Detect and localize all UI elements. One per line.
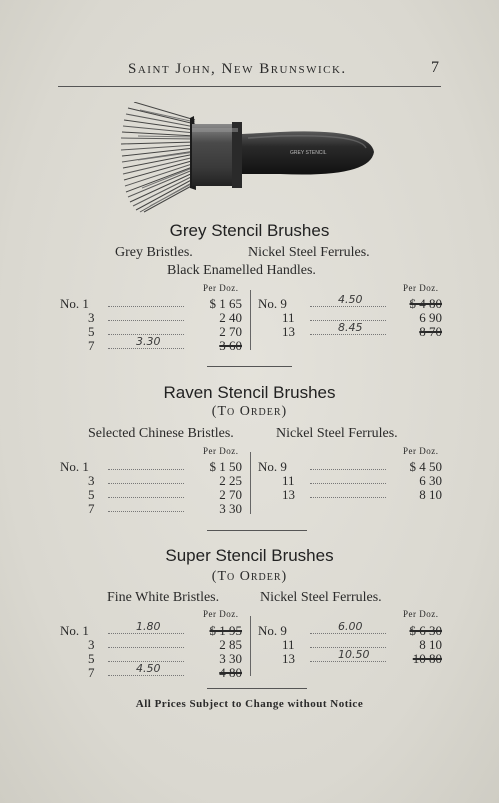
page-number: 7 [431,59,439,76]
grey-ferrules-text: Nickel Steel Ferrules. [248,245,370,260]
row-number: No. 1 [60,623,89,638]
leader-dots [108,475,184,484]
row-number: 7 [88,501,95,516]
handwritten-price: 8.45 [338,321,363,334]
super-ferrules-text: Nickel Steel Ferrules. [260,590,382,605]
leader-dots [108,503,184,512]
row-price: $ 4 50 [409,459,442,474]
section-rule [207,366,292,367]
handwritten-price: 4.50 [136,662,161,675]
raven-ferrules-text: Nickel Steel Ferrules. [276,426,398,441]
row-price: $ 1 65 [209,296,242,311]
raven-divider [250,452,251,514]
grey-handles-text: Black Enamelled Handles. [167,263,316,278]
row-number: 3 [88,473,95,488]
footer-notice: All Prices Subject to Change without Notice [135,698,364,710]
row-price: $ 6 30 [409,623,442,638]
row-number: 3 [88,310,95,325]
row-number: No. 9 [258,459,287,474]
row-number: 5 [88,651,95,666]
raven-bristles-text: Selected Chinese Bristles. [88,426,234,441]
super-subtitle: (To Order) [211,569,288,584]
row-price: 8 70 [419,324,442,339]
section-title-super: Super Stencil Brushes [165,546,334,565]
page-header [58,58,441,87]
brush-illustration [120,102,380,214]
leader-dots [310,312,386,321]
leader-dots [108,312,184,321]
row-number: 11 [282,473,295,488]
leader-dots [108,639,184,648]
row-price: 2 70 [219,487,242,502]
row-number: No. 9 [258,296,287,311]
leader-dots [108,653,184,662]
handwritten-price: 1.80 [136,620,161,633]
raven-subtitle: (To Order) [211,404,288,419]
row-number: 11 [282,310,295,325]
row-number: 13 [282,324,295,339]
super-perdoz-left: Per Doz. [203,609,239,619]
row-price: 8 10 [419,487,442,502]
row-price: 10 80 [412,651,442,666]
row-number: 13 [282,487,295,502]
row-number: 3 [88,637,95,652]
grey-bristles-text: Grey Bristles. [115,245,193,260]
row-price: 3 30 [219,501,242,516]
row-price: 6 90 [419,310,442,325]
row-price: 6 30 [419,473,442,488]
super-perdoz-right: Per Doz. [403,609,439,619]
leader-dots [310,461,386,470]
row-number: No. 1 [60,459,89,474]
row-price: $ 1 50 [209,459,242,474]
leader-dots [310,475,386,484]
grey-perdoz-left: Per Doz. [203,283,239,293]
handwritten-price: 10.50 [338,648,370,661]
handwritten-price: 3.30 [136,335,161,348]
handwritten-price: 6.00 [338,620,363,633]
row-number: 11 [282,637,295,652]
grey-perdoz-right: Per Doz. [403,283,439,293]
handwritten-price: 4.50 [338,293,363,306]
leader-dots [108,461,184,470]
row-price: 2 70 [219,324,242,339]
raven-perdoz-left: Per Doz. [203,446,239,456]
section-rule [207,688,307,689]
row-price: 3 60 [219,338,242,353]
row-number: No. 1 [60,296,89,311]
leader-dots [108,489,184,498]
row-number: No. 9 [258,623,287,638]
leader-dots [310,639,386,648]
leader-dots [108,326,184,335]
row-number: 13 [282,651,295,666]
super-bristles-text: Fine White Bristles. [107,590,220,605]
row-price: 3 30 [219,651,242,666]
row-number: 5 [88,324,95,339]
row-price: $ 1 95 [209,623,242,638]
row-number: 7 [88,338,95,353]
row-number: 5 [88,487,95,502]
row-number: 7 [88,665,95,680]
row-price: 2 40 [219,310,242,325]
section-title-grey: Grey Stencil Brushes [169,221,330,240]
section-title-raven: Raven Stencil Brushes [163,383,336,402]
header-city: Saint John, New Brunswick. [128,61,347,77]
row-price: $ 4 80 [409,296,442,311]
leader-dots [310,489,386,498]
section-rule [207,530,307,531]
row-price: 8 10 [419,637,442,652]
grey-divider [250,290,251,350]
leader-dots [108,298,184,307]
row-price: 2 85 [219,637,242,652]
raven-perdoz-right: Per Doz. [403,446,439,456]
row-price: 2 25 [219,473,242,488]
row-price: 4 80 [219,665,242,680]
brush-stamp-label: GREY STENCIL [290,150,327,156]
super-divider [250,616,251,676]
